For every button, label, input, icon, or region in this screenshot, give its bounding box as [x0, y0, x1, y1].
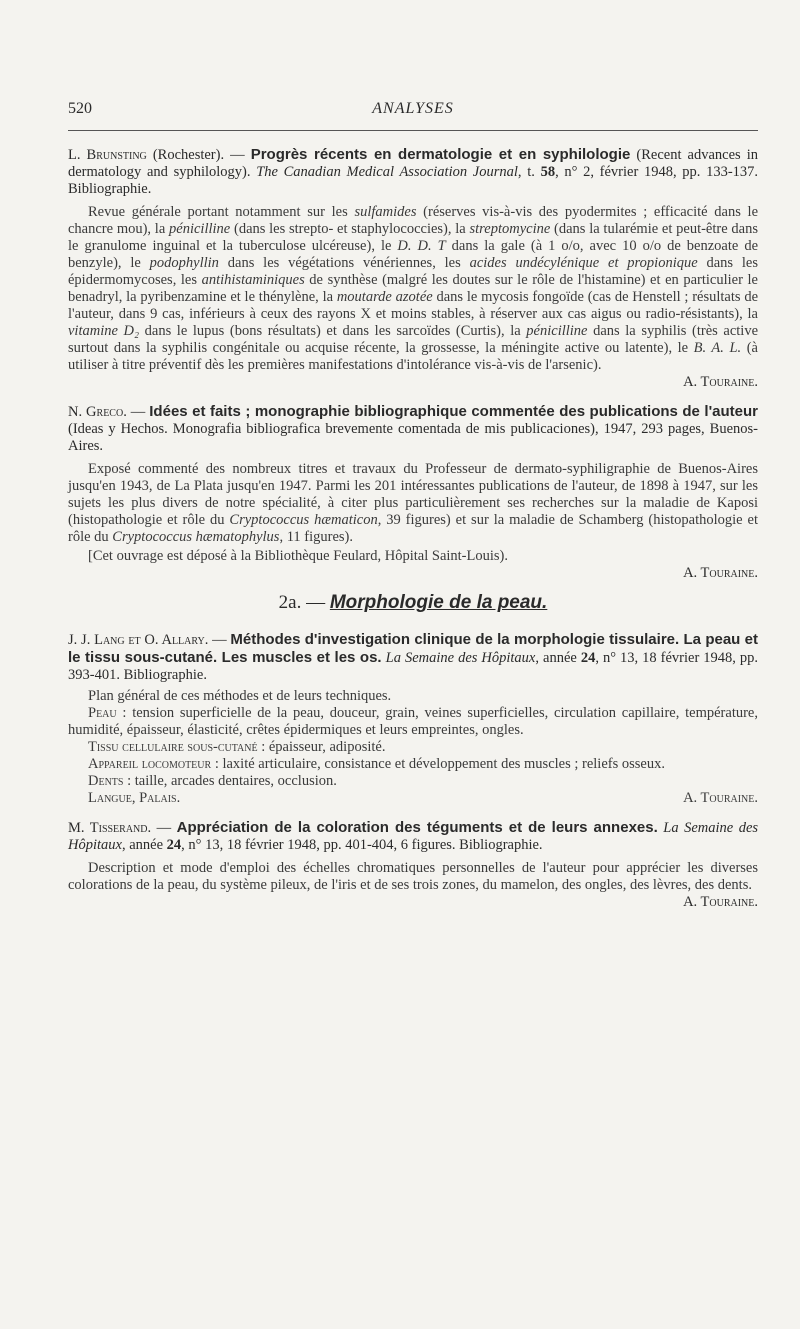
emphasized-term: podophyllin: [149, 255, 219, 271]
header-rule: [68, 130, 758, 131]
reviewer-signature: [68, 894, 758, 911]
criterion-item: [68, 773, 758, 790]
review-entry-greco: [68, 403, 758, 582]
review-body: [68, 204, 758, 374]
emphasized-term: pénicilline: [526, 323, 588, 339]
year-prefix: , année: [535, 650, 577, 666]
volume-prefix: , t.: [517, 164, 535, 180]
running-title: ANALYSES: [372, 100, 454, 117]
reviewer-name: A. Touraine.: [683, 894, 758, 910]
emphasized-term: Cryptococcus hæmaticon: [229, 512, 378, 528]
emphasized-term: pénicilline: [169, 221, 231, 237]
criterion-text: : tension superficielle de la peau, douceur, grain, veines superficielles, circulation capillaire, température, humidité, épaisseur, élasticité, crêtes épidermiques et leurs empreintes, ongles.: [68, 705, 758, 738]
author: L. Brunsting: [68, 147, 147, 163]
review-entry-brunsting: [68, 146, 758, 391]
criterion-text: : épaisseur, adiposité.: [257, 739, 386, 755]
criterion-item: [68, 739, 758, 756]
year-prefix: , année: [121, 837, 164, 853]
body-text: Revue générale portant notamment sur les: [88, 204, 355, 220]
criterion-text: : taille, arcades dentaires, occlusion.: [123, 773, 337, 789]
body-text: (réserves vis-à-vis des pyodermites ; efficacité dans le chancre mou), la: [68, 204, 758, 237]
reference: [68, 631, 758, 684]
criterion-item: [68, 705, 758, 739]
publication-details: (Ideas y Hechos. Monografia bibliografica brevemente comentada de mis publicaciones), 1947, 293 pages, Buenos-Aires.: [68, 421, 758, 454]
review-note: [Cet ouvrage est déposé à la Bibliothèque Feulard, Hôpital Saint-Louis).: [88, 548, 508, 564]
body-text: (dans la tularémie et peut-être dans le granulome inguinal et la tuberculose ulcéreuse), le: [68, 221, 758, 254]
body-text: , 11 figures).: [279, 529, 353, 545]
emphasized-term: B. A. L.: [693, 340, 742, 356]
emphasized-term: antihistaminiques: [201, 272, 305, 288]
review-intro: Plan général de ces méthodes et de leurs techniques.: [88, 688, 392, 704]
author: M. Tisserand.: [68, 820, 152, 836]
body-text: dans les végétations vénériennes, les: [218, 255, 470, 271]
year-number: 24: [166, 837, 182, 853]
reference: [68, 403, 758, 455]
review-entry-lang-allary: [68, 631, 758, 807]
journal-name: La Semaine des Hôpitaux: [68, 820, 759, 853]
criterion-label: Peau: [88, 705, 117, 721]
emphasized-term: moutarde azotée: [336, 289, 433, 305]
body-text: (dans les strepto- et staphylococcies), la: [230, 221, 470, 237]
section-number: 2a.: [278, 592, 302, 613]
emphasized-term: D. D. T: [397, 238, 446, 254]
section-dash: —: [301, 592, 330, 613]
emphasized-term: streptomycine: [469, 221, 551, 237]
affiliation: (Rochester). —: [152, 147, 245, 163]
section-title: Morphologie de la peau.: [329, 592, 548, 613]
dash: —: [208, 632, 227, 648]
section-heading: [68, 594, 758, 611]
journal-name: La Semaine des Hôpitaux: [385, 650, 536, 666]
publication-details: , n° 13, 18 février 1948, pp. 393-401. Bibliographie.: [68, 650, 759, 683]
page-content: [68, 146, 758, 923]
review-entry-tisserand: [68, 819, 758, 911]
body-text: Exposé commenté des nombreux titres et travaux du Professeur de dermato-syphiligraphie de Buenos-Aires jusqu'en 1943, de La Plata jusqu'en 1947. Parmi les 201 intéressantes publications de l'auteur, de 1898 à 1947, sur les sujets les plus divers de notre spécialité, à citer plus particulièrement ses recherches sur la maladie de Kaposi (histopathologie et rôle du: [68, 461, 758, 528]
emphasized-term: vitamine D₂: [68, 323, 140, 339]
reference: [68, 819, 758, 854]
page-header: [68, 96, 758, 126]
journal-name: The Canadian Medical Association Journal: [256, 164, 518, 180]
article-title: Appréciation de la coloration des téguments et de leurs annexes.: [176, 819, 658, 836]
review-body: [68, 461, 758, 546]
author: J. J. Lang et O. Allary.: [68, 632, 209, 648]
article-title: Idées et faits ; monographie bibliographique commentée des publications de l'auteur: [149, 403, 758, 420]
volume-number: 58: [540, 164, 556, 180]
publication-details: , n° 13, 18 février 1948, pp. 401-404, 6 figures. Bibliographie.: [181, 837, 543, 853]
criterion-label: Dents: [88, 773, 124, 789]
dash: —: [151, 820, 172, 836]
page: [68, 96, 758, 1296]
criteria-list: [68, 705, 758, 790]
last-criterion-row: [68, 790, 758, 807]
criterion-label: Tissu cellulaire sous-cutané: [88, 739, 258, 755]
review-body: Description et mode d'emploi des échelles chromatiques personnelles de l'auteur pour apprécier les diverses colorations de la peau, du système pileux, de l'iris et de ses trois zones, du mamelon, des ongles, des lèvres, des dents.: [68, 860, 758, 893]
body-text: dans la gale (à 1 o/o, avec 10 o/o de benzoate de benzyle), le: [68, 238, 759, 271]
year-number: 24: [580, 650, 596, 666]
reviewer-name: A. Touraine.: [683, 565, 758, 581]
page-number: 520: [68, 100, 92, 117]
body-text: de synthèse (malgré les doutes sur le rôle de l'histamine) et en particulier le benadryl, la pyribenzamine et le thénylène, la: [68, 272, 758, 305]
criterion-label: Appareil locomoteur: [88, 756, 212, 772]
body-text: dans le lupus (bons résultats) et dans les sarcoïdes (Curtis), la: [139, 323, 527, 339]
author: N. Greco.: [68, 404, 127, 420]
criterion-label: Langue, Palais.: [88, 790, 181, 806]
criterion-text: : laxité articulaire, consistance et développement des muscles ; reliefs osseux.: [211, 756, 665, 772]
reviewer-signature: [68, 565, 758, 582]
dash: —: [126, 404, 146, 420]
reviewer-name: A. Touraine.: [683, 374, 758, 390]
reviewer-signature: [68, 374, 758, 391]
body-text: , 39 figures) et sur la maladie de Schamberg (histopathologie et rôle du: [68, 512, 758, 545]
reference: [68, 146, 758, 198]
publication-details: , n° 2, février 1948, pp. 133-137. Bibliographie.: [68, 164, 759, 197]
title-translation: (Recent advances in dermatology and syphilology).: [68, 147, 759, 180]
article-title: Méthodes d'investigation clinique de la morphologie tissulaire. La peau et le tissu sous-cutané. Les muscles et les os.: [68, 631, 758, 666]
article-title: Progrès récents en dermatologie et en syphilologie: [250, 146, 631, 163]
body-text: dans le mycosis fongoïde (cas de Henstell ; résultats de l'auteur, dans 9 cas, inférieurs à ceux des rayons X et moins stables, à réserver aux cas aigus ou radio-résistants), la: [68, 289, 758, 322]
emphasized-term: acides undécylénique et propionique: [469, 255, 698, 271]
body-text: dans les épidermomycoses, les: [68, 255, 759, 288]
body-text: dans la syphilis (très active surtout dans la syphilis congénitale ou acquise récente, la grossesse, la méningite active ou latente), le: [68, 323, 759, 356]
body-text: (à utiliser à titre préventif dès les premières manifestations d'intolérance vis-à-vis de l'arsenic).: [68, 340, 758, 373]
emphasized-term: sulfamides: [354, 204, 417, 220]
emphasized-term: Cryptococcus hæmatophylus: [112, 529, 280, 545]
criterion-item: [68, 756, 758, 773]
reviewer-name: A. Touraine.: [683, 790, 758, 806]
